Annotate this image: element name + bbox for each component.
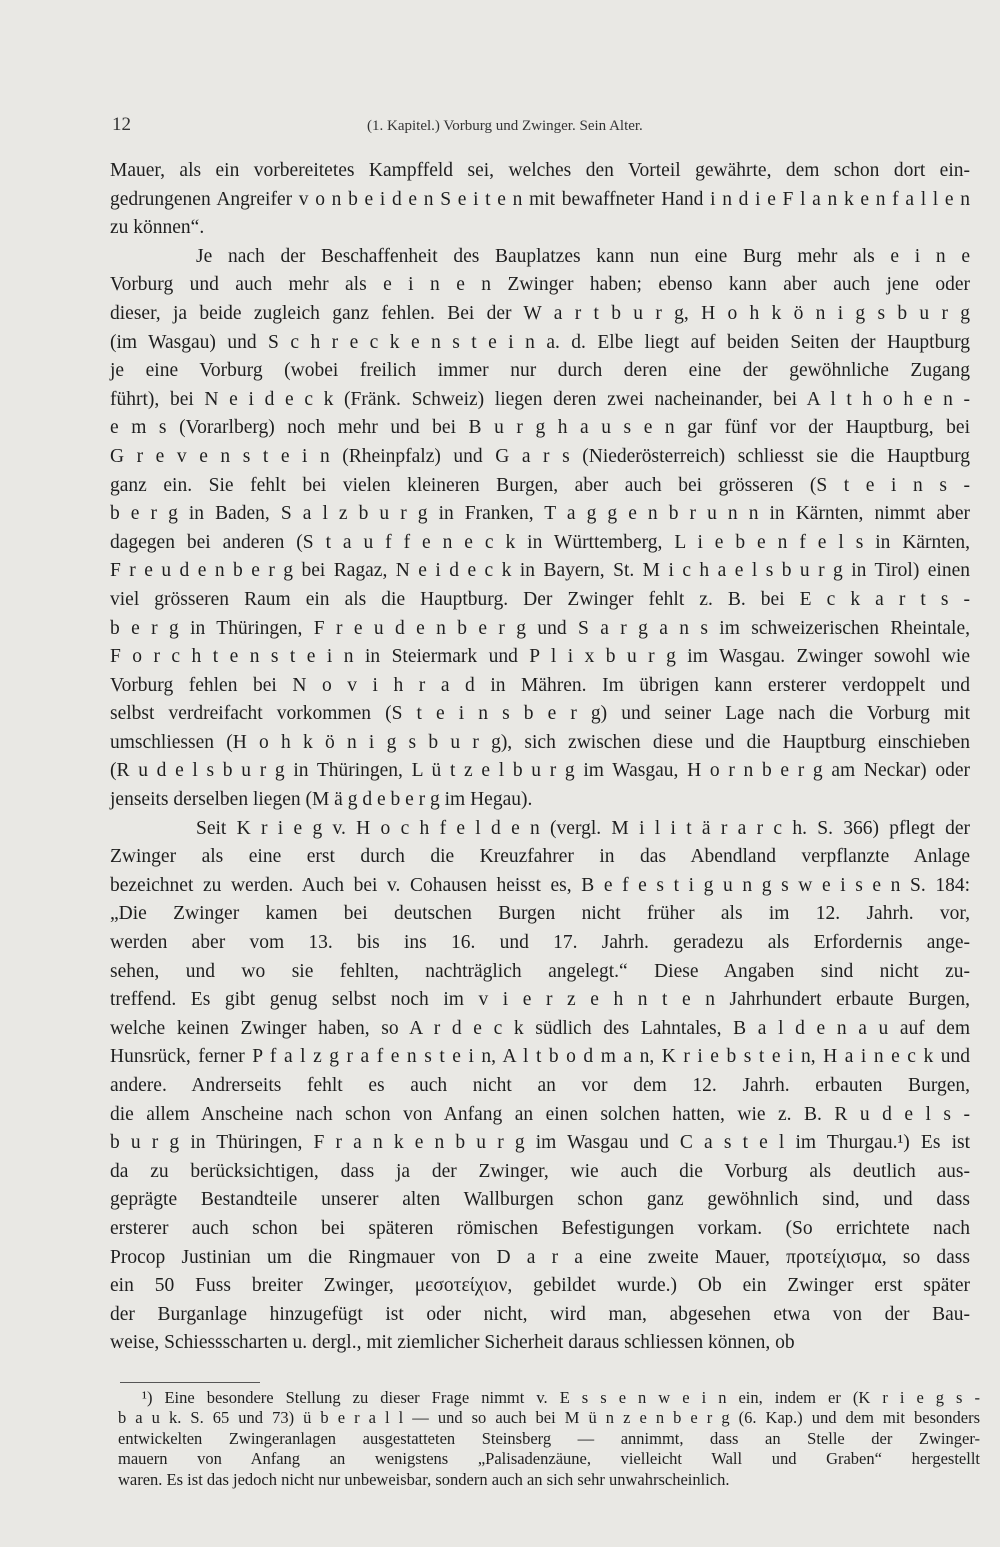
text-line: Mauer, als ein vorbereitetes Kampffeld sei, welches den Vorteil gewährte, dem schon dort ein- [110,160,970,181]
text-line: umschliessen (H o h k ö n i g s b u r g), sich zwischen diese und die Hauptburg einschieben [110,731,970,753]
text-line: dagegen bei anderen (S t a u f f e n e c k in Württemberg, L i e b e n f e l s in Kärnten, [110,531,970,553]
text-line: treffend. Es gibt genug selbst noch im v i e r z e h n t e n Jahrhundert erbaute Burgen, [110,989,970,1011]
text-line: Seit K r i e g v. H o c h f e l d e n (vergl. M i l i t ä r a r c h. S. 366) pflegt der [196,817,970,839]
text-line: dieser, ja beide zugleich ganz fehlen. Bei der W a r t b u r g, H o h k ö n i g s b u r g [110,302,970,324]
footnote-line: ¹) Eine besondere Stellung zu dieser Frage nimmt v. E s s e n w e i n ein, indem er (K r i e g s - [142,1388,980,1407]
text-line: F o r c h t e n s t e i n in Steiermark und P l i x b u r g im Wasgau. Zwinger sowohl wie [110,646,970,668]
footnote-line: b a u k. S. 65 und 73) ü b e r a l l — und so auch bei M ü n z e n b e r g (6. Kap.) und dem mit besonders [118,1408,980,1428]
footnote [118,1388,980,1490]
text-line: b e r g in Baden, S a l z b u r g in Franken, T a g g e n b r u n n in Kärnten, nimmt aber [110,503,970,525]
text-line: führt), bei N e i d e c k (Fränk. Schweiz) liegen deren zwei nacheinander, bei A l t h o h e n - [110,388,970,410]
text-line: die allem Anscheine nach schon von Anfang an einen solchen hatten, wie z. B. R u d e l s - [110,1103,970,1125]
text-line: Procop Justinian um die Ringmauer von D a r a eine zweite Mauer, προτείχισμα, so dass [110,1246,970,1268]
text-line: ganz ein. Sie fehlt bei vielen kleineren Burgen, aber auch bei grösseren (S t e i n s - [110,474,970,496]
text-line: geprägte Bestandteile unserer alten Wallburgen schon ganz gewöhnlich sind, und dass [110,1189,970,1211]
text-line: welche keinen Zwinger haben, so A r d e c k südlich des Lahntales, B a l d e n a u auf dem [110,1017,970,1039]
text-line: e m s (Vorarlberg) noch mehr und bei B u r g h a u s e n gar fünf vor der Hauptburg, bei [110,417,970,439]
text-line: Zwinger als eine erst durch die Kreuzfahrer in das Abendland verpflanzte Anlage [110,846,970,868]
text-line: viel grösseren Raum ein als die Hauptburg. Der Zwinger fehlt z. B. bei E c k a r t s - [110,588,970,610]
footnote-rule [120,1382,260,1383]
footnote-line: entwickelten Zwingeranlagen ausgestatteten Steinsberg — annimmt, dass an Stelle der Zwinger- [118,1428,980,1448]
text-line: Hunsrück, ferner P f a l z g r a f e n s t e i n, A l t b o d m a n, K r i e b s t e i n, H a i n e c k und [110,1046,970,1068]
text-line: ersterer auch schon bei späteren römischen Befestigungen vorkam. (So errichtete nach [110,1217,970,1239]
text-line: je eine Vorburg (wobei freilich immer nur durch deren eine der gewöhnliche Zugang [110,360,970,382]
text-line: „Die Zwinger kamen bei deutschen Burgen nicht früher als im 12. Jahrh. vor, [110,903,970,925]
running-title: (1. Kapitel.) Vorburg und Zwinger. Sein Alter. [367,118,643,134]
body-text [110,157,970,1358]
text-line: bezeichnet zu werden. Auch bei v. Cohausen heisst es, B e f e s t i g u n g s w e i s e n S. 184: [110,874,970,896]
text-line: (R u d e l s b u r g in Thüringen, L ü t z e l b u r g im Wasgau, H o r n b e r g am Neckar) oder [110,760,970,782]
footnote-line: waren. Es ist das jedoch nicht nur unbeweisbar, sondern auch an sich sehr unwahrscheinlich. [118,1469,730,1489]
text-line: (im Wasgau) und S c h r e c k e n s t e i n a. d. Elbe liegt auf beiden Seiten der Hauptburg [110,331,970,353]
text-line: Vorburg und auch mehr als e i n e n Zwinger haben; ebenso kann aber auch jene oder [110,274,970,296]
text-line: weise, Schiessscharten u. dergl., mit ziemlicher Sicherheit daraus schliessen können, ob [110,1332,795,1354]
text-line: selbst verdreifacht vorkommen (S t e i n s b e r g) und seiner Lage nach die Vorburg mit [110,703,970,725]
text-line: da zu berücksichtigen, dass ja der Zwinger, wie auch die Vorburg als deutlich aus- [110,1160,970,1182]
text-line: Je nach der Beschaffenheit des Bauplatzes kann nun eine Burg mehr als e i n e [196,245,970,267]
text-line: F r e u d e n b e r g bei Ragaz, N e i d e c k in Bayern, St. M i c h a e l s b u r g in Tirol) einen [110,560,970,582]
page-number: 12 [112,114,131,135]
text-line: jenseits derselben liegen (M ä g d e b e r g im Hegau). [110,789,533,811]
text-line: ein 50 Fuss breiter Zwinger, μεσοτείχιον, gebildet wurde.) Ob ein Zwinger erst später [110,1275,970,1297]
text-line: zu können“. [110,217,205,239]
text-line: gedrungenen Angreifer v o n b e i d e n S e i t e n mit bewaffneter Hand i n d i e F l a n k e n f a l l e n [110,188,970,210]
text-line: der Burganlage hinzugefügt ist oder nicht, wird man, abgesehen etwa von der Bau- [110,1303,970,1325]
footnote-line: mauern von Anfang an wenigstens „Palisadenzäune, vielleicht Wall und Graben“ hergestellt [118,1449,980,1469]
text-line: sehen, und wo sie fehlten, nachträglich angelegt.“ Diese Angaben sind nicht zu- [110,960,970,982]
text-line: G r e v e n s t e i n (Rheinpfalz) und G a r s (Niederösterreich) schliesst sie die Hauptburg [110,445,970,467]
text-line: werden aber vom 13. bis ins 16. und 17. Jahrh. geradezu als Erfordernis ange- [110,932,970,954]
text-line: Vorburg fehlen bei N o v i h r a d in Mähren. Im übrigen kann ersterer verdoppelt und [110,674,970,696]
text-line: b e r g in Thüringen, F r e u d e n b e r g und S a r g a n s im schweizerischen Rheintale, [110,617,970,639]
text-line: b u r g in Thüringen, F r a n k e n b u r g im Wasgau und C a s t e l im Thurgau.¹) Es ist [110,1132,970,1154]
text-line: andere. Andrerseits fehlt es auch nicht an vor dem 12. Jahrh. erbauten Burgen, [110,1075,970,1096]
